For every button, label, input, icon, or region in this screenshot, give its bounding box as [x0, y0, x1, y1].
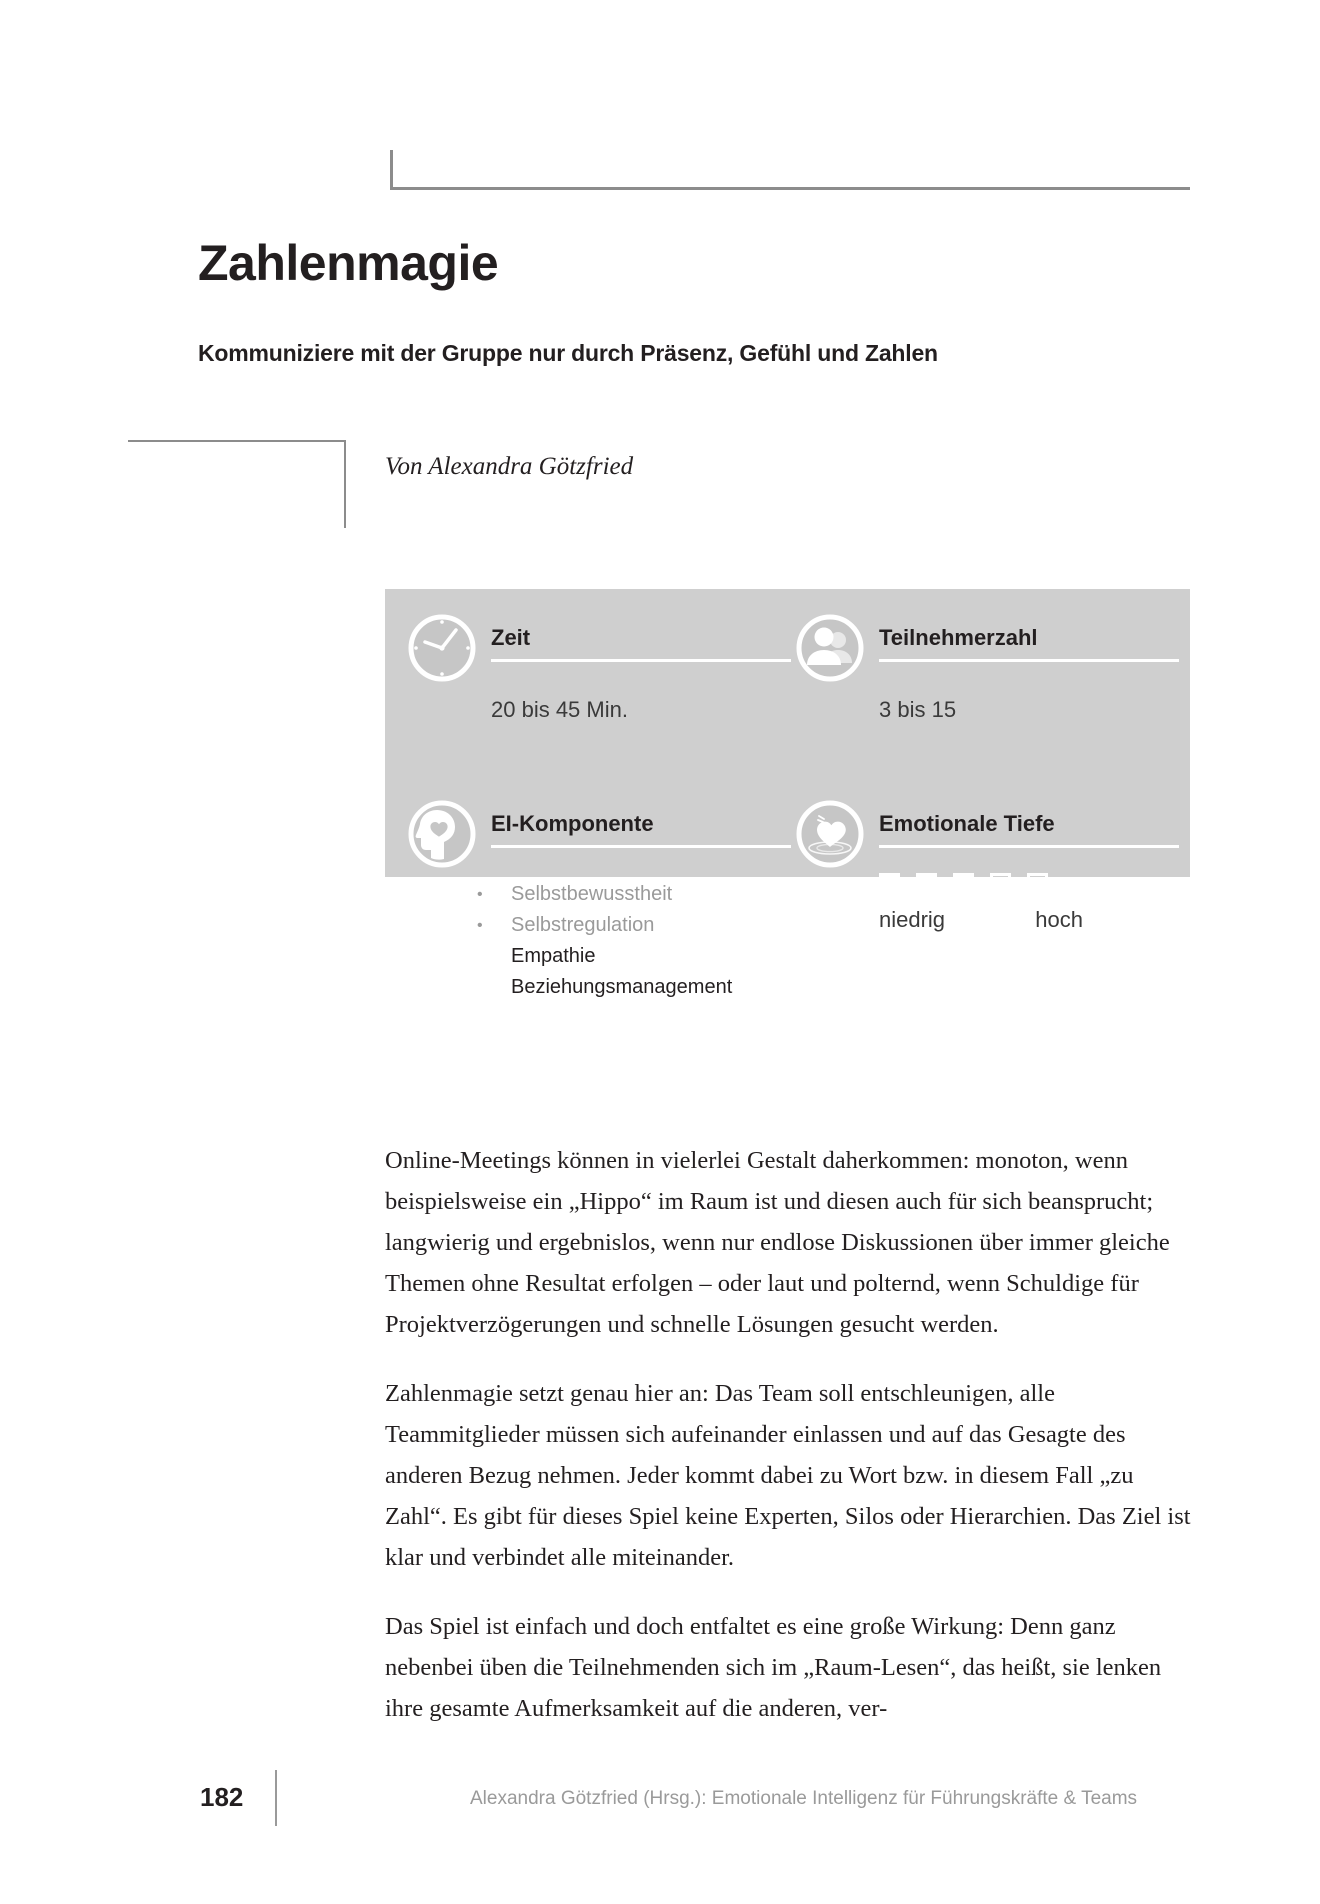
- page-number: 182: [200, 1782, 244, 1812]
- top-rule-horizontal: [390, 187, 1190, 190]
- ei-component-item-label: Selbstregulation: [511, 914, 655, 936]
- body-paragraph: Online-Meetings können in vielerlei Gestalt daherkommen: monoton, wenn beispielsweise ein „Hippo“ im Raum ist und diesen auch für sich beansprucht; langwierig und ergebnislos, wenn nur endlose Diskussionen über immer gleiche Themen ohne Resultat erfolgen – oder laut und polternd, wenn Schuldige für Projektverzögerungen und schnelle Lösungen gesucht werden.: [385, 1147, 1170, 1338]
- head-heart-icon: [405, 797, 479, 871]
- depth-box-filled: [879, 873, 900, 894]
- info-cell-teilnehmerzahl-underline: [879, 659, 1179, 662]
- info-cell-ei-komponente-label: EI-Komponente: [491, 811, 654, 836]
- ei-component-item-label: Beziehungsmanagement: [511, 976, 733, 998]
- ei-component-item: [477, 879, 732, 910]
- info-cell-ei-komponente: [405, 797, 795, 1001]
- heart-ripple-icon: [793, 797, 867, 871]
- info-cell-zeit-value: 20 bis 45 Min.: [491, 697, 628, 722]
- bullet-icon: •: [477, 885, 483, 903]
- page-title: Zahlenmagie: [198, 235, 499, 291]
- info-cell-emotionale-tiefe: [793, 797, 1183, 932]
- info-box: [385, 589, 1190, 1001]
- info-cell-teilnehmerzahl-header: [793, 611, 1183, 685]
- info-cell-teilnehmerzahl-label: Teilnehmerzahl: [879, 625, 1038, 650]
- depth-box-empty: [990, 873, 1011, 894]
- footer-decorative-rule: [275, 1770, 277, 1826]
- info-cell-ei-komponente-underline: [491, 845, 791, 848]
- clock-icon: [405, 611, 479, 685]
- info-cell-zeit-underline: [491, 659, 791, 662]
- author-byline: Von Alexandra Götzfried: [385, 453, 634, 480]
- info-cell-zeit-label: Zeit: [491, 625, 531, 650]
- top-decorative-rule: [390, 150, 1190, 190]
- depth-box-empty: [1027, 873, 1048, 894]
- depth-box-filled: [953, 873, 974, 894]
- body-text-column: [385, 1140, 1195, 1729]
- info-cell-teilnehmerzahl-value: 3 bis 15: [879, 697, 957, 722]
- ei-component-item: [477, 910, 732, 941]
- author-decorative-rule: [128, 440, 346, 528]
- info-cell-emotionale-tiefe-underline: [879, 845, 1179, 848]
- check-icon: ✔: [477, 973, 498, 1001]
- info-cell-zeit-header: [405, 611, 795, 685]
- footer-running-text: Alexandra Götzfried (Hrsg.): Emotionale Intelligenz für Führungskräfte & Teams: [470, 1788, 1138, 1809]
- depth-label-high: hoch: [1035, 907, 1083, 932]
- author-rule-horizontal: [128, 440, 346, 442]
- emotional-depth-labels: [879, 907, 1083, 933]
- page-subtitle: Kommuniziere mit der Gruppe nur durch Präsenz, Gefühl und Zahlen: [198, 340, 938, 366]
- ei-component-item: [477, 972, 732, 1003]
- info-cell-teilnehmerzahl: [793, 611, 1183, 722]
- ei-component-item: [477, 941, 732, 972]
- ei-component-item-label: Selbstbewusstheit: [511, 883, 673, 905]
- bullet-icon: •: [477, 916, 483, 934]
- body-paragraph: Zahlenmagie setzt genau hier an: Das Team soll entschleunigen, alle Teammitglieder müssen sich aufeinander einlassen und auf das Gesagte des anderen Bezug nehmen. Jeder kommt dabei zu Wort bzw. in diesem Fall „zu Zahl“. Es gibt für dieses Spiel keine Experten, Silos oder Hierarchien. Das Ziel ist klar und verbindet alle miteinander.: [385, 1380, 1191, 1571]
- author-rule-vertical: [344, 440, 346, 528]
- info-cell-emotionale-tiefe-header: [793, 797, 1183, 871]
- emotional-depth-scale: [879, 873, 1048, 894]
- depth-box-filled: [916, 873, 937, 894]
- ei-component-list: [477, 879, 732, 1003]
- depth-label-low: niedrig: [879, 907, 946, 932]
- check-icon: ✔: [477, 942, 498, 970]
- top-rule-vertical: [390, 150, 393, 190]
- info-cell-ei-komponente-header: [405, 797, 795, 871]
- info-cell-zeit: [405, 611, 795, 722]
- ei-component-item-label: Empathie: [511, 945, 596, 967]
- body-paragraph: Das Spiel ist einfach und doch entfaltet es eine große Wirkung: Denn ganz nebenbei üben die Teilnehmenden sich im „Raum-Lesen“, das heißt, sie lenken ihre gesamte Aufmerksamkeit auf die anderen, ver-: [385, 1613, 1162, 1722]
- people-icon: [793, 611, 867, 685]
- info-cell-emotionale-tiefe-label: Emotionale Tiefe: [879, 811, 1055, 836]
